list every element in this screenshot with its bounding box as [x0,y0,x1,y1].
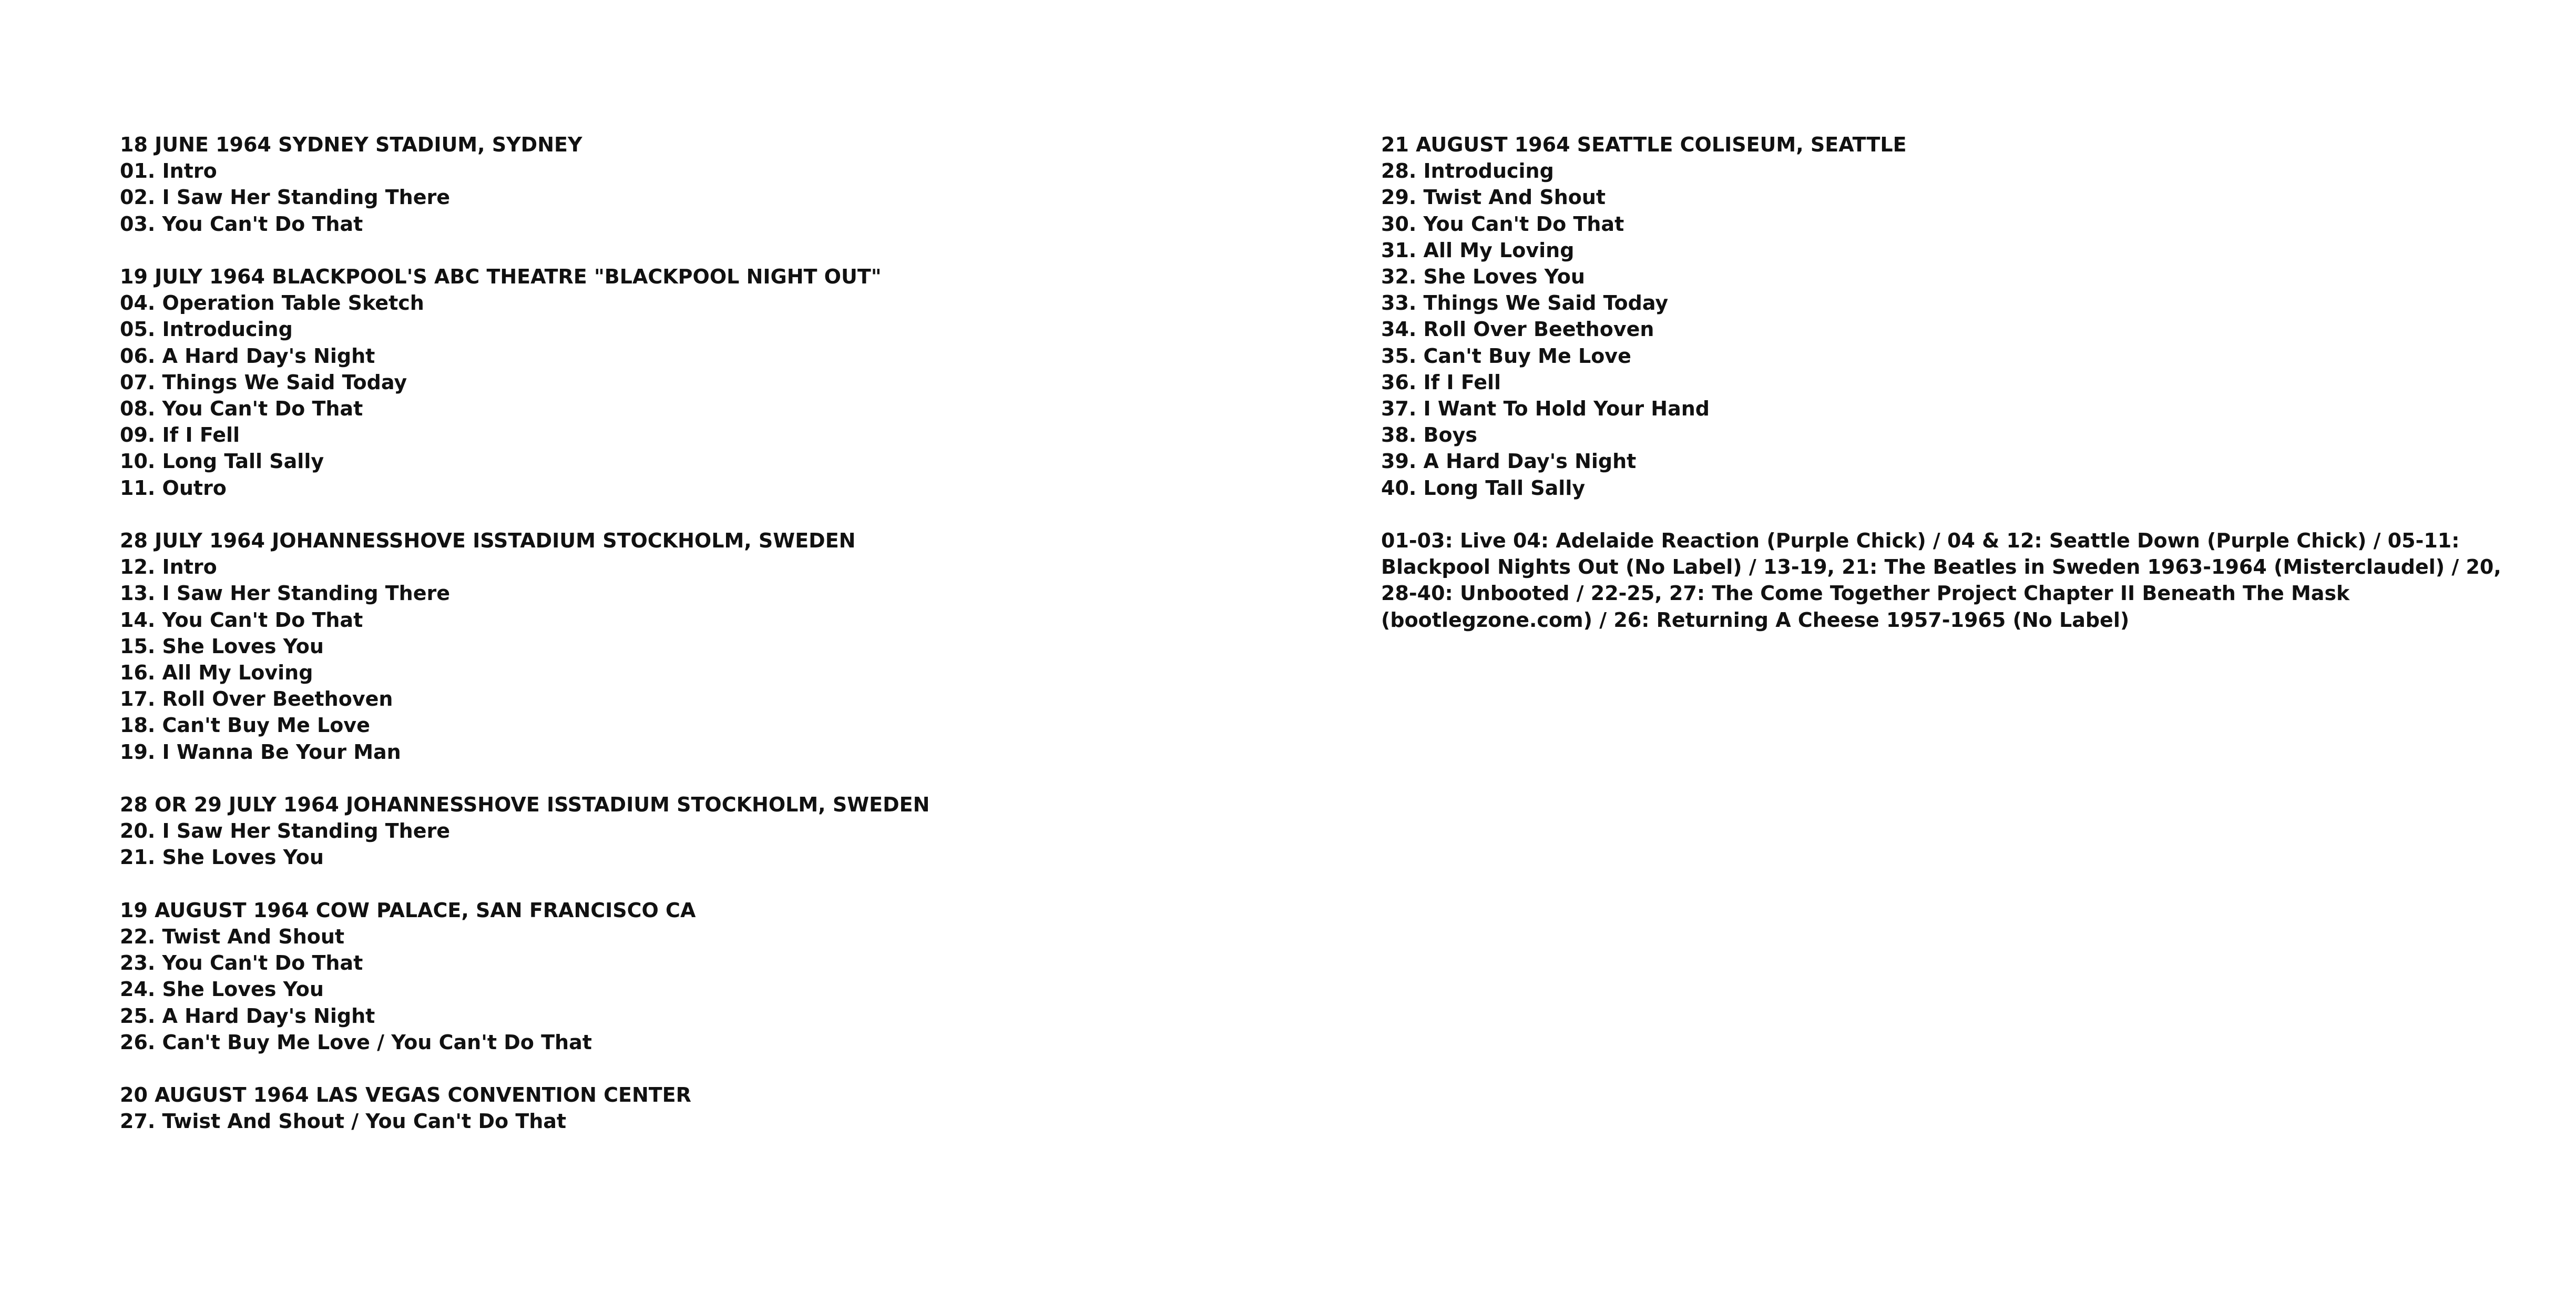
track-item: 06. A Hard Day's Night [120,344,375,368]
concert-header: 21 AUGUST 1964 SEATTLE COLISEUM, SEATTLE [1381,133,1907,156]
track-item: 21. She Loves You [120,846,324,869]
track-item: 25. A Hard Day's Night [120,1004,375,1028]
track-item: 37. I Want To Hold Your Hand [1381,397,1710,421]
right-tracklist-column [1381,131,2506,633]
track-item: 26. Can't Buy Me Love / You Can't Do That [120,1030,592,1054]
track-item: 40. Long Tall Sally [1381,476,1586,500]
track-item: 28. Introducing [1381,159,1554,183]
track-item: 01. Intro [120,159,217,183]
track-item: 24. She Loves You [120,978,324,1001]
concert-section [120,897,1224,1055]
concert-section [120,131,1224,237]
track-item: 07. Things We Said Today [120,370,407,394]
track-item: 10. Long Tall Sally [120,450,324,473]
track-item: 11. Outro [120,476,227,500]
track-item: 12. Intro [120,555,217,579]
track-item: 30. You Can't Do That [1381,212,1624,236]
concert-header: 28 OR 29 JULY 1964 JOHANNESSHOVE ISSTADIUM STOCKHOLM, SWEDEN [120,793,930,817]
track-item: 31. All My Loving [1381,238,1575,262]
track-item: 33. Things We Said Today [1381,291,1669,315]
concert-header: 19 AUGUST 1964 COW PALACE, SAN FRANCISCO CA [120,898,696,922]
track-item: 04. Operation Table Sketch [120,291,424,315]
concert-header: 20 AUGUST 1964 LAS VEGAS CONVENTION CENTER [120,1083,691,1107]
track-item: 38. Boys [1381,423,1478,447]
track-item: 05. Introducing [120,318,293,341]
track-item: 34. Roll Over Beethoven [1381,318,1654,341]
track-item: 20. I Saw Her Standing There [120,819,451,843]
track-item: 03. You Can't Do That [120,212,363,236]
track-item: 15. She Loves You [120,634,324,658]
track-item: 13. I Saw Her Standing There [120,582,451,605]
concert-section [120,1082,1224,1134]
right-sections [1381,131,2506,501]
track-item: 39. A Hard Day's Night [1381,450,1637,473]
source-notes: 01-03: Live 04: Adelaide Reaction (Purple Chick) / 04 & 12: Seattle Down (Purple Chick) / 05-11: Blackpool Nights Out (No Label) / 13-19, 21: The Beatles in Sweden 1963-1964 (Misterclaudel) / 20, 28-40: Unbooted / 22-25, 27: The Come Together Project Chapter II Beneath The Mask (bootlegzone.com) / 26: Returning A Cheese 1957-1965 (No Label) [1381,529,2501,632]
track-item: 02. I Saw Her Standing There [120,186,451,209]
track-item: 23. You Can't Do That [120,951,363,975]
concert-header: 19 JULY 1964 BLACKPOOL'S ABC THEATRE "BLACKPOOL NIGHT OUT" [120,265,882,288]
track-item: 36. If I Fell [1381,370,1501,394]
track-item: 19. I Wanna Be Your Man [120,740,401,764]
concert-header: 28 JULY 1964 JOHANNESSHOVE ISSTADIUM STOCKHOLM, SWEDEN [120,529,856,553]
track-item: 32. She Loves You [1381,265,1585,289]
concert-section [120,527,1224,765]
track-item: 35. Can't Buy Me Love [1381,344,1631,368]
track-item: 16. All My Loving [120,661,313,685]
track-item: 27. Twist And Shout / You Can't Do That [120,1110,567,1133]
concert-section [120,263,1224,501]
track-item: 09. If I Fell [120,423,240,447]
left-tracklist-column [120,131,1224,1161]
track-item: 29. Twist And Shout [1381,186,1606,209]
track-item: 14. You Can't Do That [120,608,363,632]
track-item: 18. Can't Buy Me Love [120,714,370,737]
concert-section [120,791,1224,871]
concert-header: 18 JUNE 1964 SYDNEY STADIUM, SYDNEY [120,133,582,156]
track-item: 08. You Can't Do That [120,397,363,421]
concert-section [1381,131,2506,501]
track-item: 22. Twist And Shout [120,925,345,949]
track-item: 17. Roll Over Beethoven [120,687,393,711]
